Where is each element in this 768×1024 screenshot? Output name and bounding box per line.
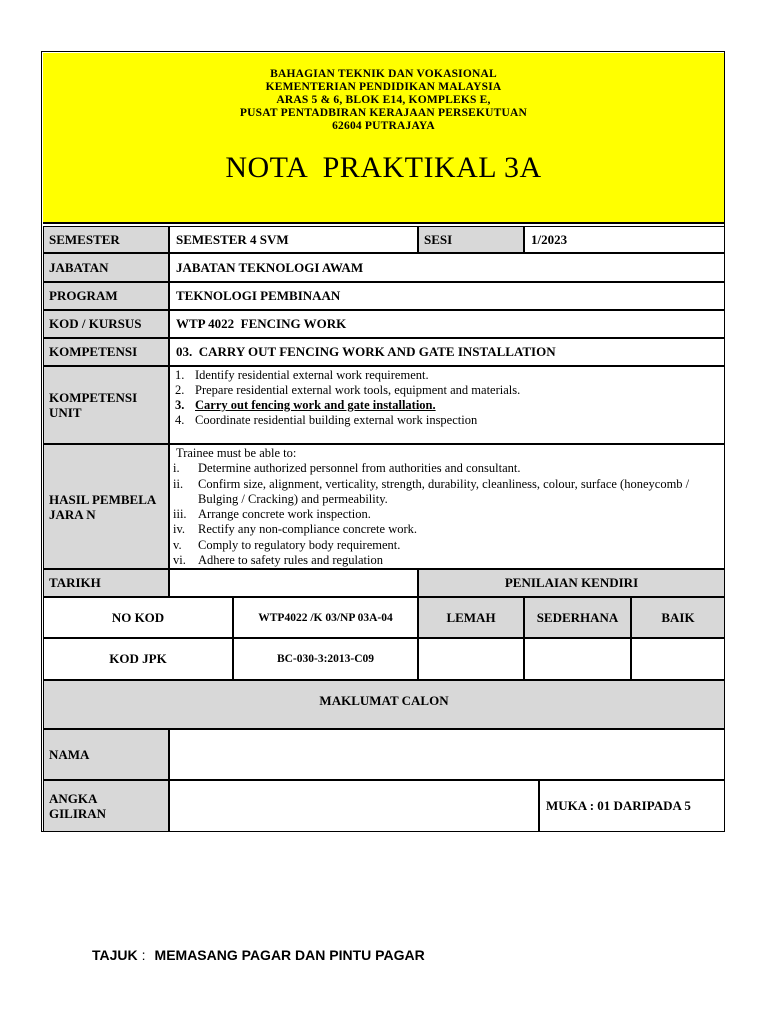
hasil-intro: Trainee must be able to: [176, 446, 297, 460]
hasil-label-text: HASIL PEMBELAJARA N [49, 491, 157, 522]
sesi-label: SESI [418, 226, 524, 253]
nama-field[interactable] [169, 729, 725, 780]
sesi-value: 1/2023 [524, 226, 725, 253]
item-text: Comply to regulatory body requirement. [198, 537, 401, 552]
jabatan-label: JABATAN [43, 253, 169, 282]
item-number: v. [173, 537, 182, 552]
page-indicator: MUKA : 01 DARIPADA 5 [539, 780, 725, 832]
tajuk-colon: : [141, 947, 146, 963]
angka-giliran-field[interactable] [169, 780, 539, 832]
item-number: 2. [175, 383, 185, 397]
baik-header: BAIK [631, 597, 725, 638]
kompetensi-label: KOMPETENSI [43, 338, 169, 366]
kod-jpk-value: BC-030-3:2013-C09 [233, 638, 418, 680]
kompetensi-unit-item-current [170, 398, 724, 413]
item-number: iii. [173, 507, 187, 522]
semester-value: SEMESTER 4 SVM [169, 226, 418, 253]
header-line-2: KEMENTERIAN PENDIDIKAN MALAYSIA [265, 81, 502, 93]
angka-giliran-label-text: ANGKA GILIRAN [49, 791, 107, 821]
header-line-4: PUSAT PENTADBIRAN KERAJAAN PERSEKUTUAN [239, 107, 528, 119]
item-number: iv. [173, 522, 186, 537]
hasil-item [173, 507, 724, 522]
hasil-item [173, 461, 724, 476]
item-text: Identify residential external work requirement. [195, 368, 429, 382]
item-text: Adhere to safety rules and regulation [198, 553, 384, 568]
nama-label: NAMA [43, 729, 169, 780]
item-text: Confirm size, alignment, verticality, strength, durability, cleanliness, colour, surface (honeycomb / Bulging / Cracking) and permeability. [198, 476, 690, 506]
jabatan-value: JABATAN TEKNOLOGI AWAM [169, 253, 725, 282]
tajuk-line [92, 947, 425, 963]
tajuk-label: TAJUK [92, 947, 138, 963]
header-address [43, 68, 724, 133]
item-text: Arrange concrete work inspection. [198, 507, 371, 522]
maklumat-calon-header: MAKLUMAT CALON [43, 680, 725, 729]
no-kod-label: NO KOD [43, 597, 233, 638]
tarikh-label: TARIKH [43, 569, 169, 597]
item-number: vi. [173, 553, 186, 568]
item-text: Rectify any non-compliance concrete work. [198, 522, 418, 537]
baik-check[interactable] [631, 638, 725, 680]
kompetensi-value: 03. CARRY OUT FENCING WORK AND GATE INSTALLATION [169, 338, 725, 366]
kursus-value: WTP 4022 FENCING WORK [169, 310, 725, 338]
kompetensi-unit-item [170, 413, 724, 428]
hasil-label [43, 444, 169, 569]
program-label: PROGRAM [43, 282, 169, 310]
item-number: ii. [173, 476, 184, 491]
program-value: TEKNOLOGI PEMBINAAN [169, 282, 725, 310]
item-text: Determine authorized personnel from authorities and consultant. [198, 461, 521, 476]
item-number: i. [173, 461, 180, 476]
kod-jpk-label: KOD JPK [43, 638, 233, 680]
no-kod-value: WTP4022 /K 03/NP 03A-04 [233, 597, 418, 638]
semester-label: SEMESTER [43, 226, 169, 253]
item-text: Prepare residential external work tools, equipment and materials. [195, 383, 521, 397]
tarikh-value [169, 569, 418, 597]
item-number: 3. [175, 398, 185, 412]
header-line-5: 62604 PUTRAJAYA [332, 120, 435, 132]
kursus-label: KOD / KURSUS [43, 310, 169, 338]
hasil-item [173, 553, 724, 568]
kompetensi-unit-item [170, 368, 724, 383]
hasil-item [173, 538, 724, 553]
item-number: 1. [175, 368, 185, 382]
item-text: Carry out fencing work and gate installation. [195, 398, 436, 412]
item-number: 4. [175, 413, 185, 427]
sederhana-header: SEDERHANA [524, 597, 631, 638]
page-title: NOTA PRAKTIKAL 3A [225, 151, 542, 184]
angka-giliran-label [43, 780, 169, 832]
tajuk-value: MEMASANG PAGAR DAN PINTU PAGAR [154, 947, 425, 963]
document-header [43, 53, 724, 224]
penilaian-kendiri-header: PENILAIAN KENDIRI [418, 569, 725, 597]
header-line-3: ARAS 5 & 6, BLOK E14, KOMPLEKS E, [276, 94, 491, 106]
header-line-1: BAHAGIAN TEKNIK DAN VOKASIONAL [270, 68, 497, 80]
hasil-list [169, 444, 725, 569]
kompetensi-unit-list [169, 366, 725, 444]
sederhana-check[interactable] [524, 638, 631, 680]
lemah-header: LEMAH [418, 597, 524, 638]
item-text: Coordinate residential building external work inspection [195, 413, 478, 427]
hasil-item [173, 477, 724, 508]
kompetensi-unit-label-text: KOMPETENSI UNIT [49, 390, 138, 420]
lemah-check[interactable] [418, 638, 524, 680]
kompetensi-unit-label [43, 366, 169, 444]
hasil-item [173, 522, 724, 537]
kompetensi-unit-item [170, 383, 724, 398]
